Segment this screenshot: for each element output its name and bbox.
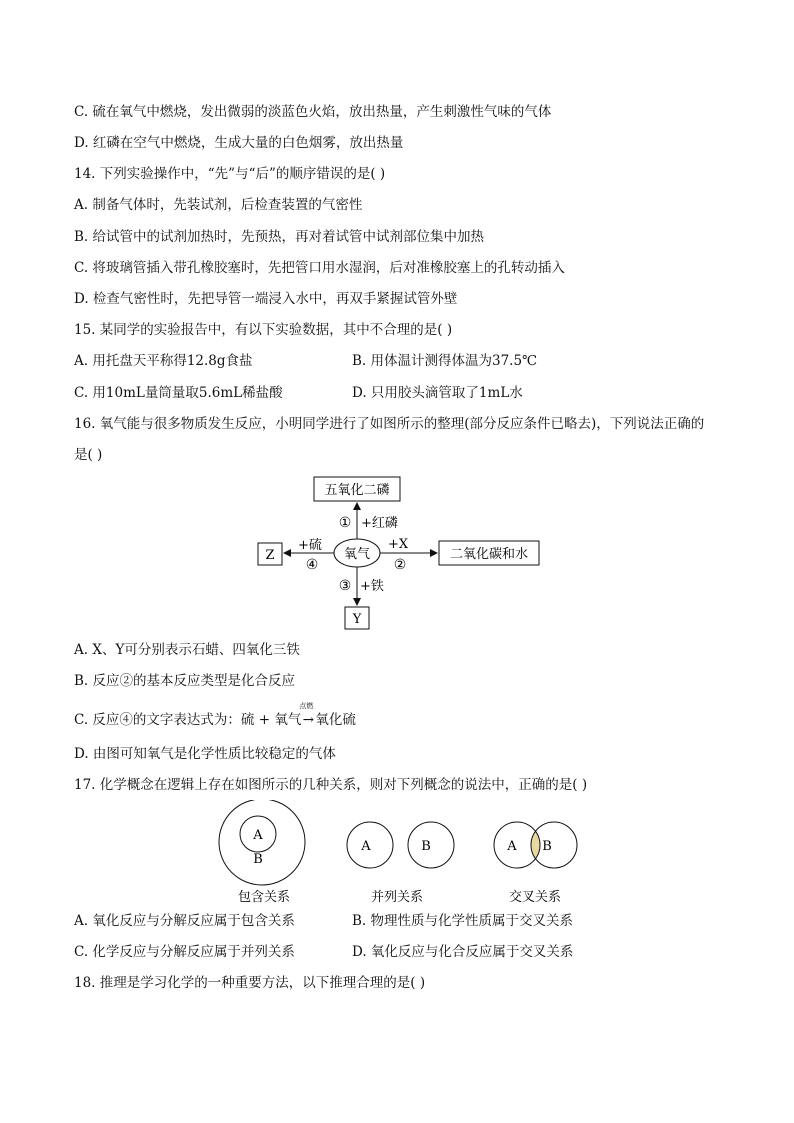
q14-option-a: A. 制备气体时，先装试剂，后检查装置的气密性 <box>74 197 363 213</box>
oxygen-reaction-diagram <box>0 470 794 635</box>
option-c-sulfur: C. 硫在氧气中燃烧，发出微弱的淡蓝色火焰，放出热量，产生刺激性气味的气体 <box>74 104 552 120</box>
q16-option-c <box>74 702 356 729</box>
question-15: 15. 某同学的实验报告中，有以下实验数据，其中不合理的是( ) <box>74 322 453 338</box>
label-inclusion: 包含关系 <box>237 890 291 905</box>
q17-option-d: D. 氧化反应与化合反应属于交叉关系 <box>352 944 574 960</box>
q17-option-a: A. 氧化反应与分解反应属于包含关系 <box>74 913 295 929</box>
parallel-b-label: B <box>421 839 431 854</box>
box-y-label: Y <box>352 612 362 627</box>
question-16-cont: 是( ) <box>74 447 103 463</box>
q17-option-b: B. 物理性质与化学性质属于交叉关系 <box>352 913 574 929</box>
parallel-circle-b <box>408 822 454 868</box>
reaction-4-label: +硫 <box>298 538 322 553</box>
inclusion-a-label: A <box>253 828 263 843</box>
q14-option-c: C. 将玻璃管插入带孔橡胶塞时，先把管口用水湿润，后对准橡胶塞上的孔转动插入 <box>74 260 565 276</box>
reaction-arrow: → 点燃 <box>299 702 314 728</box>
q15-option-a: A. 用托盘天平称得12.8g食盐 <box>74 353 253 369</box>
q15-option-c: C. 用10mL量筒量取5.6mL稀盐酸 <box>74 385 283 401</box>
q16-option-d: D. 由图可知氧气是化学性质比较稳定的气体 <box>74 746 336 762</box>
question-18: 18. 推理是学习化学的一种重要方法，以下推理合理的是( ) <box>74 975 426 991</box>
intersect-b-label: B <box>542 839 552 854</box>
reaction-3-number: ③ <box>338 578 352 594</box>
q15-option-d: D. 只用胶头滴管取了1mL水 <box>352 385 523 401</box>
label-intersection: 交叉关系 <box>508 890 562 905</box>
question-16: 16. 氧气能与很多物质发生反应，小明同学进行了如图所示的整理(部分反应条件已略去)，下列说法正确的 <box>74 416 705 432</box>
concept-relation-diagram <box>0 800 794 910</box>
q14-option-d: D. 检查气密性时，先把导管一端浸入水中，再双手紧握试管外壁 <box>74 291 458 307</box>
q16-option-a: A. X、Y可分别表示石蜡、四氧化三铁 <box>74 642 300 658</box>
reaction-4-number: ④ <box>305 557 319 573</box>
oxygen-label: 氧气 <box>343 547 371 562</box>
intersect-a-label: A <box>507 839 517 854</box>
reaction-2-number: ② <box>393 557 407 573</box>
reaction-3-label: +铁 <box>360 579 384 594</box>
reaction-2-label: +X <box>388 537 409 552</box>
question-17: 17. 化学概念在逻辑上存在如图所示的几种关系，则对下列概念的说法中，正确的是( ) <box>74 777 588 793</box>
q16-option-c-text: C. 反应④的文字表达式为：硫 + 氧气 <box>74 712 302 728</box>
q17-option-c: C. 化学反应与分解反应属于并列关系 <box>74 944 295 960</box>
label-parallel: 并列关系 <box>370 890 424 905</box>
question-14: 14. 下列实验操作中，“先”与“后”的顺序错误的是( ) <box>74 166 386 182</box>
reaction-1-label: +红磷 <box>361 516 398 531</box>
box-co2-h2o-label: 二氧化碳和水 <box>449 547 529 562</box>
reaction-1-number: ① <box>338 515 352 531</box>
q16-option-b: B. 反应②的基本反应类型是化合反应 <box>74 673 296 689</box>
inclusion-b-label: B <box>253 852 263 867</box>
q15-option-b: B. 用体温计测得体温为37.5℃ <box>352 353 538 369</box>
q14-option-b: B. 给试管中的试剂加热时，先预热，再对着试管中试剂部位集中加热 <box>74 229 485 245</box>
option-d-phosphorus: D. 红磷在空气中燃烧，生成大量的白色烟雾，放出热量 <box>74 135 404 151</box>
q16-option-c-product: 氧化硫 <box>315 712 356 728</box>
parallel-a-label: A <box>361 839 371 854</box>
condition-ignite: 点燃 <box>299 702 314 710</box>
box-p2o5-label: 五氧化二磷 <box>324 483 390 498</box>
box-z-label: Z <box>265 548 275 563</box>
